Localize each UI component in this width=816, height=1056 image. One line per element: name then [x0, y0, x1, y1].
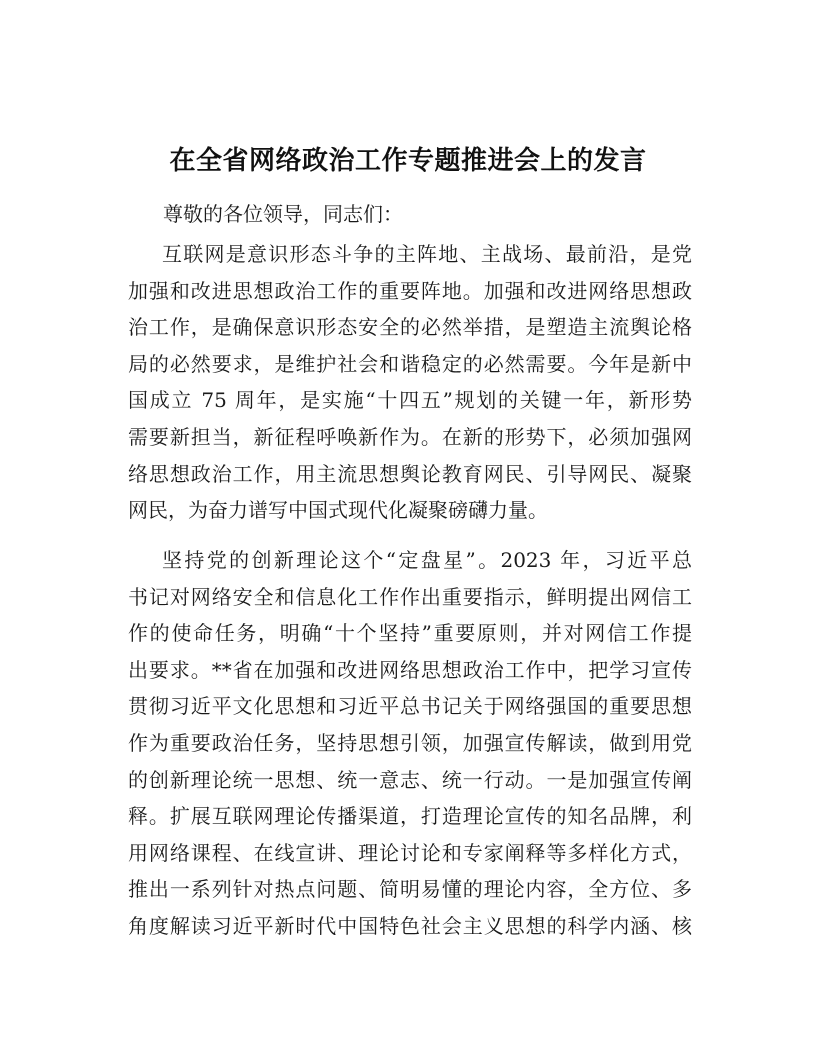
- paragraph-line: 释。扩展互联网理论传播渠道，打造理论宣传的知名品牌，利: [128, 804, 692, 829]
- paragraph-line: 络思想政治工作，用主流思想舆论教育网民、引导网民、凝聚: [128, 461, 692, 486]
- paragraph-2: [128, 542, 692, 945]
- paragraph-line: 坚持党的创新理论这个“定盘星”。2023 年，习近平总: [162, 548, 692, 572]
- salutation: 尊敬的各位领导，同志们：: [163, 202, 403, 226]
- paragraph-line: 出要求。**省在加强和改进网络思想政治工作中，把学习宣传: [128, 657, 692, 682]
- paragraph-line: 贯彻习近平文化思想和习近平总书记关于网络强国的重要思想: [128, 694, 692, 719]
- paragraph-line: 国成立 75 周年，是实施“十四五”规划的关键一年，新形势: [128, 388, 692, 413]
- paragraph-line: 局的必然要求，是维护社会和谐稳定的必然需要。今年是新中: [128, 351, 692, 376]
- paragraph-1: [128, 236, 692, 529]
- paragraph-line: 角度解读习近平新时代中国特色社会主义思想的科学内涵、核: [128, 913, 692, 938]
- paragraph-line: 的创新理论统一思想、统一意志、统一行动。一是加强宣传阐: [128, 767, 692, 792]
- paragraph-line: 需要新担当，新征程呼唤新作为。在新的形势下，必须加强网: [128, 424, 692, 449]
- paragraph-line: 用网络课程、在线宣讲、理论讨论和专家阐释等多样化方式，: [128, 840, 692, 865]
- paragraph-line: 网民，为奋力谱写中国式现代化凝聚磅礴力量。: [128, 498, 548, 523]
- paragraph-line: 加强和改进思想政治工作的重要阵地。加强和改进网络思想政: [128, 278, 692, 303]
- paragraph-line: 书记对网络安全和信息化工作作出重要指示，鲜明提出网信工: [128, 584, 692, 609]
- paragraph-line: 治工作，是确保意识形态安全的必然举措，是塑造主流舆论格: [128, 315, 692, 340]
- paragraph-line: 推出一系列针对热点问题、简明易懂的理论内容，全方位、多: [128, 877, 692, 902]
- paragraph-line: 互联网是意识形态斗争的主阵地、主战场、最前沿，是党: [162, 242, 692, 266]
- paragraph-line: 作为重要政治任务，坚持思想引领，加强宣传解读，做到用党: [128, 730, 692, 755]
- document-title: 在全省网络政治工作专题推进会上的发言: [169, 146, 647, 176]
- paragraph-line: 作的使命任务，明确“十个坚持”重要原则，并对网信工作提: [128, 621, 692, 646]
